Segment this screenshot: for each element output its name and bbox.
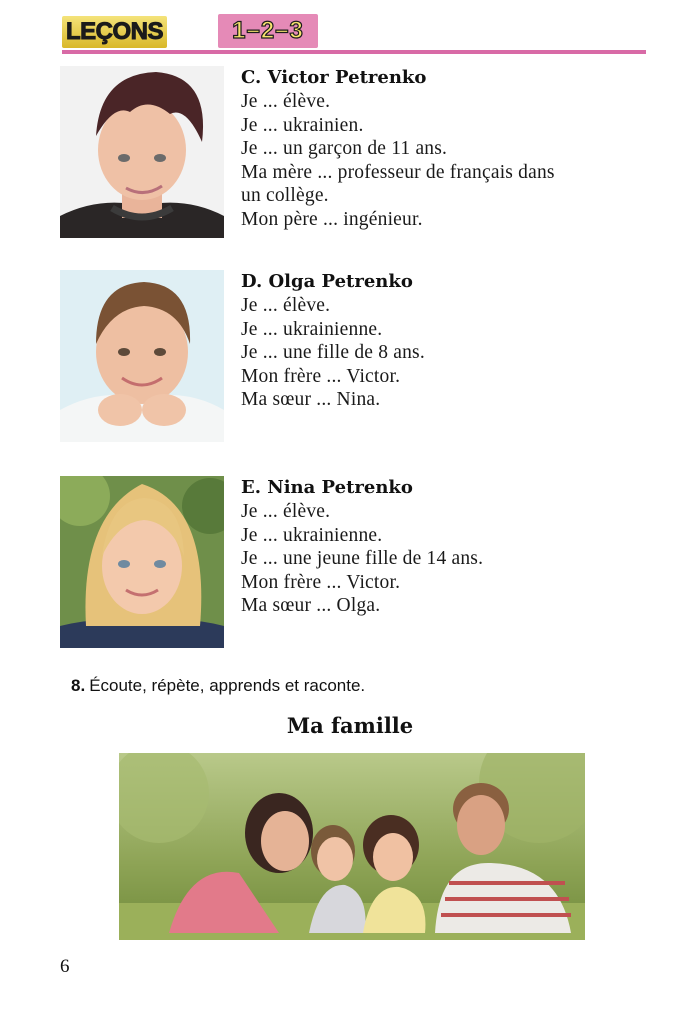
profile-line: Mon père ... ingénieur. xyxy=(241,208,423,230)
section-title: Ma famille xyxy=(286,713,414,738)
page-header xyxy=(62,12,646,56)
photo-boy-dark-hair xyxy=(60,66,224,238)
profile-line: Ma mère ... professeur de français dans xyxy=(241,161,555,183)
profile-text xyxy=(241,270,651,412)
profile-line: Je ... ukrainienne. xyxy=(241,524,383,546)
profile-line: Je ... ukrainienne. xyxy=(241,318,383,340)
photo-family-lying-on-grass xyxy=(119,753,585,940)
photo-blonde-girl xyxy=(60,476,224,648)
exercise-number: 8. xyxy=(71,676,86,695)
profile-line: Mon frère ... Victor. xyxy=(241,571,401,593)
lessons-title: LEÇONS xyxy=(62,16,167,48)
profile-name: E. Nina Petrenko xyxy=(241,477,413,498)
profile-line: Je ... élève. xyxy=(241,91,331,112)
profile-line: Je ... une jeune fille de 14 ans. xyxy=(241,548,484,569)
page-number: 6 xyxy=(60,956,70,977)
profile-text xyxy=(241,476,651,618)
profile-text xyxy=(241,66,651,231)
exercise-instruction xyxy=(71,676,365,696)
header-rule xyxy=(62,50,646,54)
profile-line: Ma sœur ... Nina. xyxy=(241,389,381,410)
profile-line: Je ... ukrainien. xyxy=(241,114,364,136)
lessons-badge: 1–2–3 xyxy=(218,14,318,48)
profile-name: C. Victor Petrenko xyxy=(241,67,427,88)
profile-line: Je ... élève. xyxy=(241,295,331,316)
profile-line: un collège. xyxy=(241,185,329,206)
profile-line: Je ... une fille de 8 ans. xyxy=(241,342,425,363)
profile-line: Mon frère ... Victor. xyxy=(241,365,401,387)
profile-name: D. Olga Petrenko xyxy=(241,271,413,292)
profile-line: Je ... un garçon de 11 ans. xyxy=(241,138,448,159)
profile-line: Ma sœur ... Olga. xyxy=(241,595,381,616)
exercise-text: Écoute, répète, apprends et raconte. xyxy=(89,676,366,695)
profile-line: Je ... élève. xyxy=(241,501,331,522)
photo-girl-chin-on-hands xyxy=(60,270,224,442)
